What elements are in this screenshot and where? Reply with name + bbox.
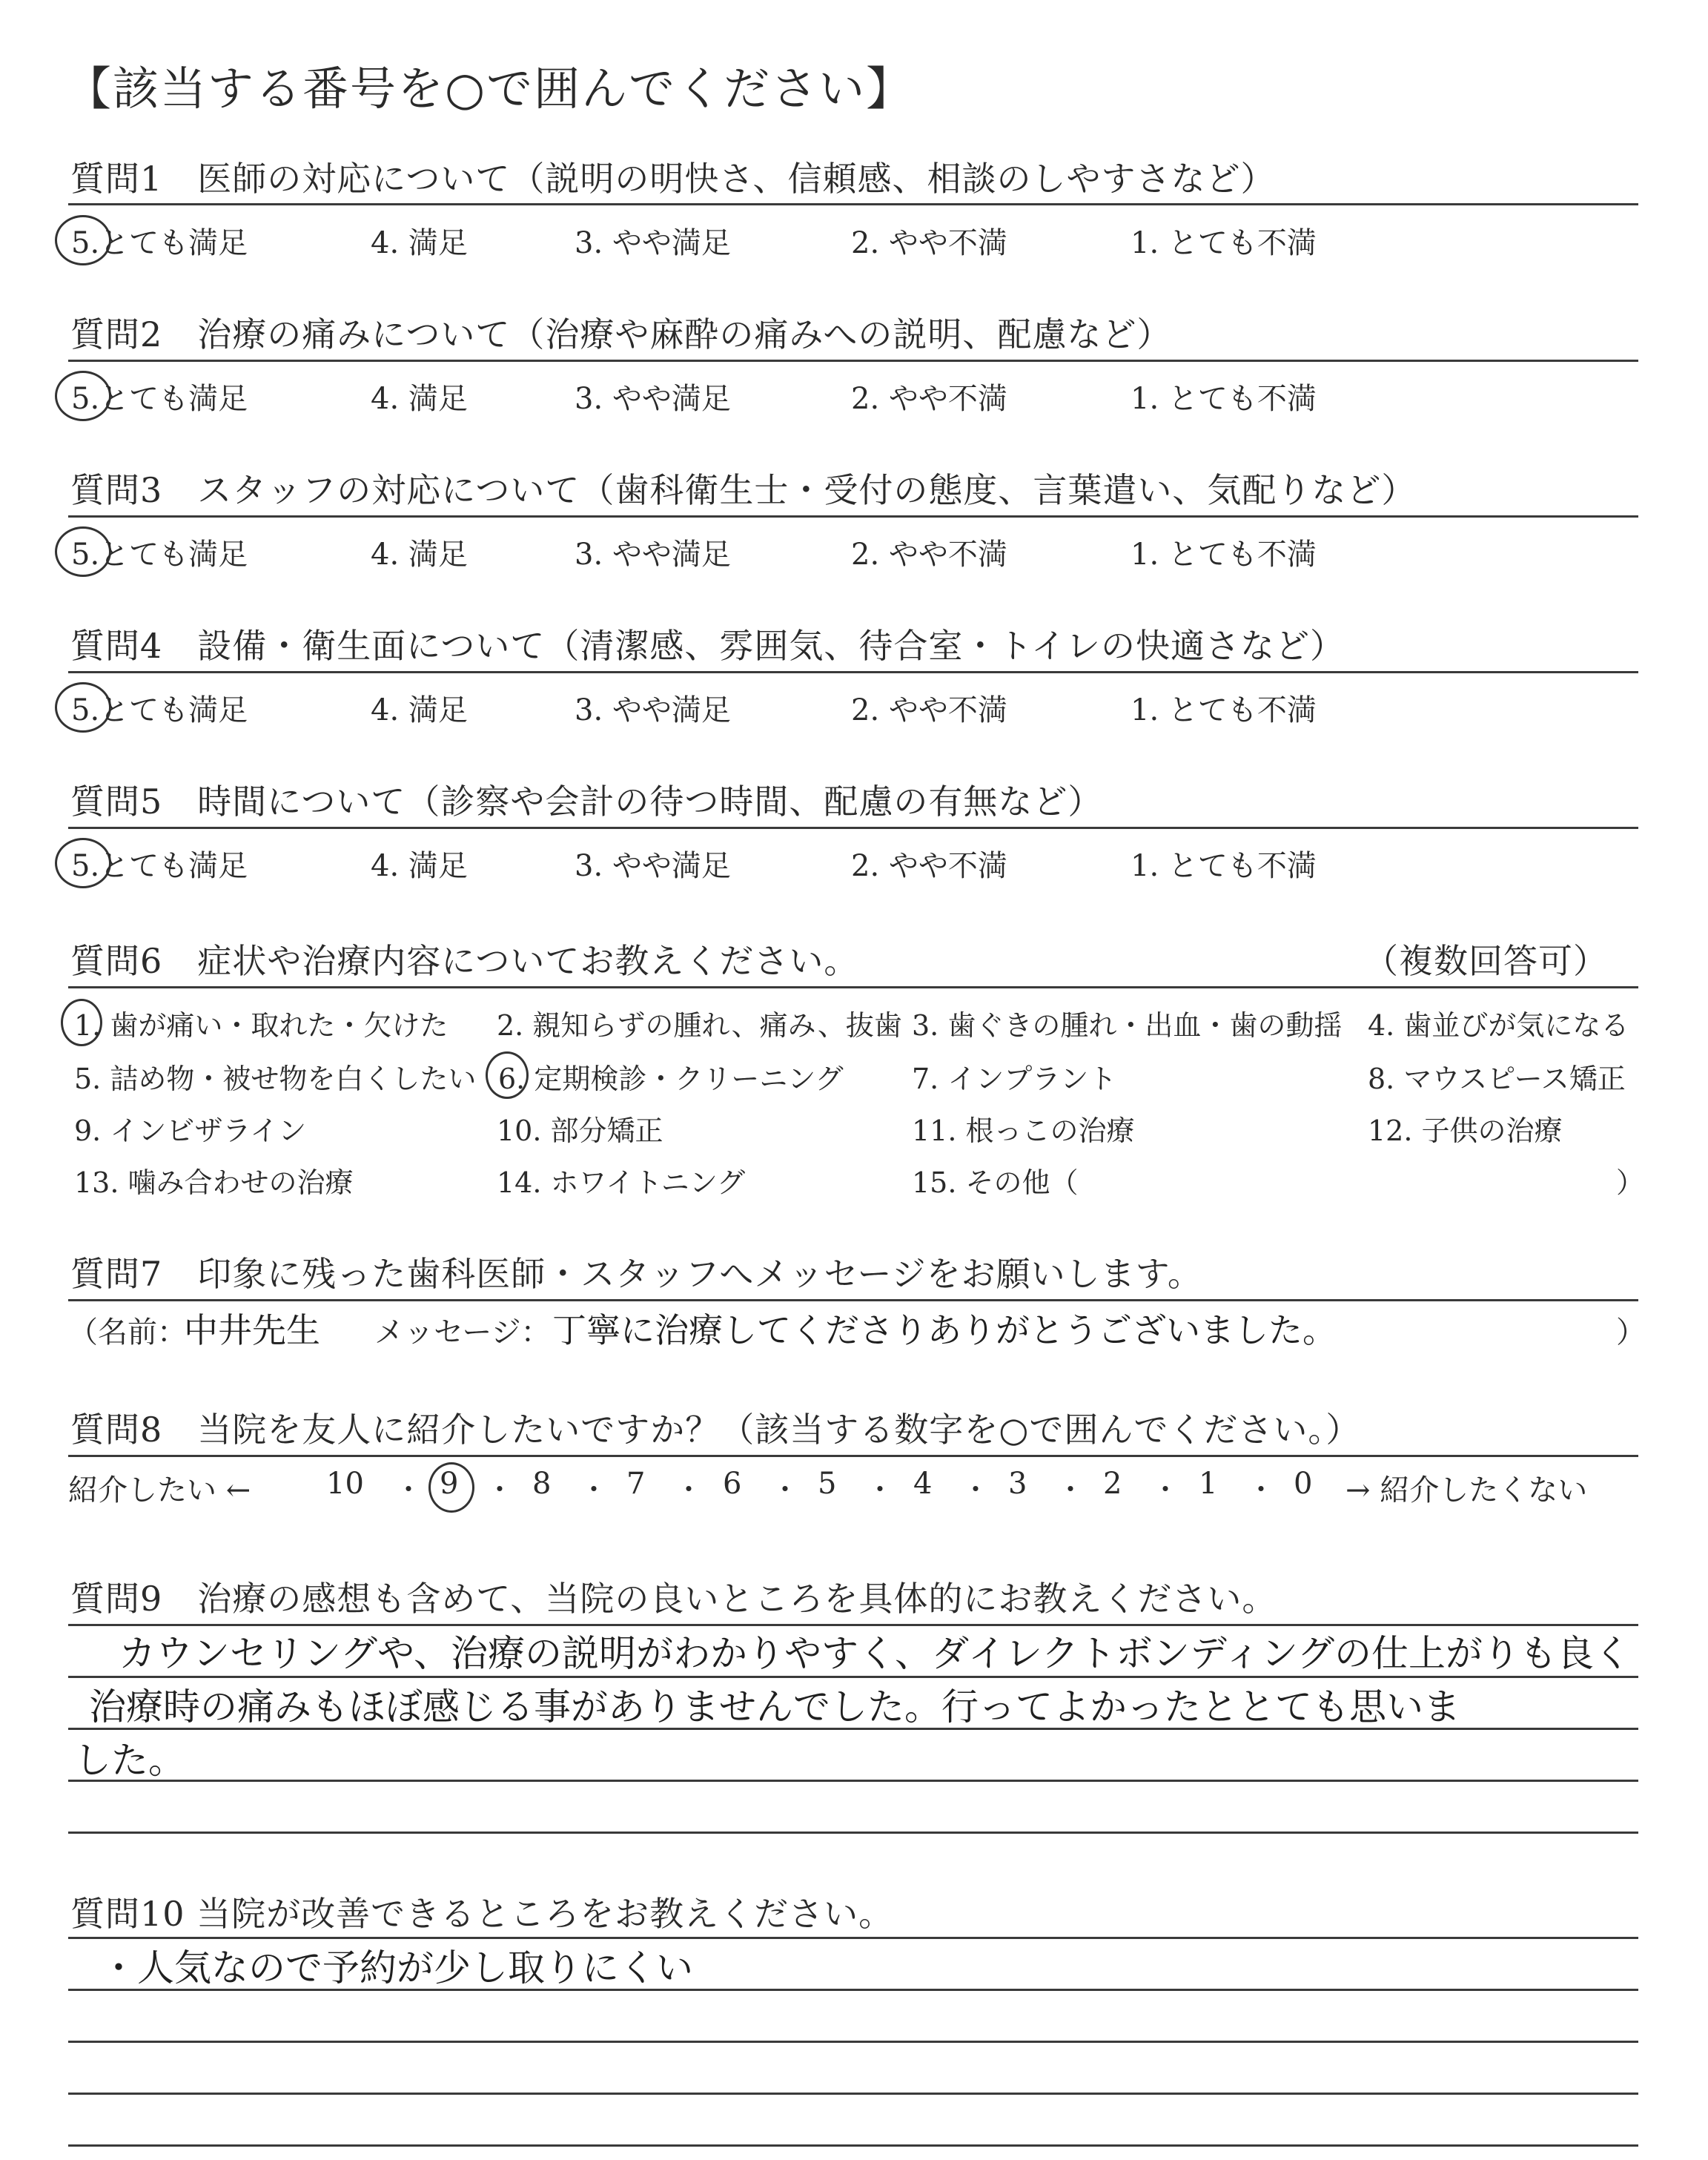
rating-option-3[interactable]: 3. やや満足 [575, 693, 731, 727]
divider [68, 515, 1638, 518]
score-8[interactable]: 8 [532, 1467, 552, 1501]
separator-dot: ・ [1247, 1473, 1276, 1506]
score-6[interactable]: 6 [723, 1467, 742, 1501]
divider [68, 671, 1638, 673]
message-value[interactable]: 丁寧に治療してくださりありがとうございました。 [552, 1310, 1337, 1350]
question-8-title: 質問8 当院を友人に紹介したいですか？（該当する数字を○で囲んでください。） [70, 1410, 1361, 1450]
rating-option-5[interactable]: 5.とても満足 [71, 226, 248, 260]
other-close-paren: ） [1616, 1166, 1645, 1199]
answer-line [68, 1832, 1638, 1834]
symptom-option[interactable]: 14. ホワイトニング [497, 1166, 746, 1199]
rating-option-5[interactable]: 5.とても満足 [71, 538, 248, 572]
divider [68, 827, 1638, 829]
rating-option-4[interactable]: 4. 満足 [371, 849, 468, 883]
rating-option-3[interactable]: 3. やや満足 [575, 849, 731, 883]
symptom-option[interactable]: 1. 歯が痛い・取れた・欠けた [74, 1009, 448, 1042]
separator-dot: ・ [1056, 1473, 1085, 1506]
rating-option-1[interactable]: 1. とても不満 [1131, 538, 1317, 572]
symptom-option[interactable]: 10. 部分矯正 [497, 1114, 663, 1147]
symptom-option[interactable]: 6. 定期検診・クリーニング [498, 1063, 844, 1095]
divider [68, 203, 1638, 205]
question-5-title: 質問5 時間について（診察や会計の待つ時間、配慮の有無など） [70, 782, 1103, 822]
rating-option-2[interactable]: 2. やや不満 [851, 226, 1007, 260]
divider [68, 1299, 1638, 1301]
symptom-option[interactable]: 9. インビザライン [74, 1114, 307, 1147]
answer-line [68, 2144, 1638, 2147]
page-title: 【該当する番号を○で囲んでください】 [65, 62, 914, 116]
answer-text-line[interactable]: カウンセリングや、治療の説明がわかりやすく、ダイレクトボンディングの仕上がりも良く [119, 1632, 1631, 1675]
rating-option-5[interactable]: 5.とても満足 [71, 849, 248, 883]
name-label: （名前： [68, 1315, 187, 1350]
symptom-option[interactable]: 15. その他（ [912, 1166, 1079, 1199]
name-value[interactable]: 中井先生 [184, 1310, 320, 1350]
answer-text-line[interactable]: ・人気なので予約が少し取りにくい [100, 1946, 693, 1989]
divider [68, 360, 1638, 362]
symptom-option[interactable]: 4. 歯並びが気になる [1368, 1009, 1629, 1042]
score-3[interactable]: 3 [1008, 1467, 1027, 1501]
symptom-option[interactable]: 13. 噛み合わせの治療 [74, 1166, 354, 1199]
symptom-option[interactable]: 12. 子供の治療 [1368, 1114, 1563, 1147]
answer-line [68, 1780, 1638, 1782]
separator-dot: ・ [961, 1473, 990, 1506]
score-4[interactable]: 4 [913, 1467, 933, 1501]
symptom-option[interactable]: 3. 歯ぐきの腫れ・出血・歯の動揺 [912, 1009, 1343, 1042]
question-10-title: 質問10 当院が改善できるところをお教えください。 [70, 1894, 894, 1934]
score-0[interactable]: 0 [1294, 1467, 1313, 1501]
rating-option-5[interactable]: 5.とても満足 [71, 693, 248, 727]
question-9-title: 質問9 治療の感想も含めて、当院の良いところを具体的にお教えください。 [70, 1579, 1277, 1619]
symptom-option[interactable]: 11. 根っこの治療 [912, 1114, 1135, 1147]
separator-dot: ・ [675, 1473, 704, 1506]
rating-option-2[interactable]: 2. やや不満 [851, 693, 1007, 727]
rating-option-4[interactable]: 4. 満足 [371, 538, 468, 572]
symptom-option[interactable]: 7. インプラント [912, 1063, 1117, 1095]
rating-option-1[interactable]: 1. とても不満 [1131, 226, 1317, 260]
rating-option-3[interactable]: 3. やや満足 [575, 382, 731, 416]
rating-option-4[interactable]: 4. 満足 [371, 226, 468, 260]
answer-line [68, 2093, 1638, 2095]
rating-option-1[interactable]: 1. とても不満 [1131, 849, 1317, 883]
rating-option-1[interactable]: 1. とても不満 [1131, 382, 1317, 416]
question-6-title: 質問6 症状や治療内容についてお教えください。 [70, 941, 859, 981]
score-2[interactable]: 2 [1103, 1467, 1122, 1501]
separator-dot: ・ [1151, 1473, 1180, 1506]
rating-option-2[interactable]: 2. やや不満 [851, 849, 1007, 883]
score-7[interactable]: 7 [626, 1467, 646, 1501]
rating-option-4[interactable]: 4. 満足 [371, 382, 468, 416]
answer-text-line[interactable]: した。 [74, 1739, 185, 1782]
answer-text-line[interactable]: 治療時の痛みもほぼ感じる事がありませんでした。行ってよかったととても思いま [89, 1685, 1460, 1728]
question-2-title: 質問2 治療の痛みについて（治療や麻酔の痛みへの説明、配慮など） [70, 314, 1172, 354]
score-5[interactable]: 5 [818, 1467, 837, 1501]
multiple-answer-note: （複数回答可） [1364, 941, 1608, 981]
score-1[interactable]: 1 [1199, 1467, 1218, 1501]
rating-option-2[interactable]: 2. やや不満 [851, 382, 1007, 416]
question-1-title: 質問1 医師の対応について（説明の明快さ、信頼感、相談のしやすさなど） [70, 159, 1276, 199]
score-10[interactable]: 10 [326, 1467, 364, 1501]
message-label: メッセージ： [374, 1315, 551, 1350]
symptom-option[interactable]: 2. 親知らずの腫れ、痛み、抜歯 [497, 1009, 902, 1042]
recommend-right-label: → 紹介したくない [1345, 1473, 1588, 1507]
score-9[interactable]: 9 [440, 1467, 459, 1501]
recommend-left-label: 紹介したい ← [68, 1473, 251, 1507]
question-4-title: 質問4 設備・衛生面について（清潔感、雰囲気、待合室・トイレの快適さなど） [70, 626, 1345, 666]
question-7-title: 質問7 印象に残った歯科医師・スタッフへメッセージをお願いします。 [70, 1254, 1202, 1294]
separator-dot: ・ [394, 1473, 423, 1506]
separator-dot: ・ [486, 1473, 514, 1506]
rating-option-2[interactable]: 2. やや不満 [851, 538, 1007, 572]
divider [68, 1455, 1638, 1457]
rating-option-3[interactable]: 3. やや満足 [575, 226, 731, 260]
question-3-title: 質問3 スタッフの対応について（歯科衛生士・受付の態度、言葉遣い、気配りなど） [70, 470, 1417, 510]
message-close-paren: ） [1616, 1315, 1646, 1350]
symptom-option[interactable]: 8. マウスピース矯正 [1368, 1063, 1626, 1095]
separator-dot: ・ [771, 1473, 800, 1506]
separator-dot: ・ [580, 1473, 609, 1506]
rating-option-5[interactable]: 5.とても満足 [71, 382, 248, 416]
rating-option-3[interactable]: 3. やや満足 [575, 538, 731, 572]
rating-option-4[interactable]: 4. 満足 [371, 693, 468, 727]
divider [68, 986, 1638, 988]
rating-option-1[interactable]: 1. とても不満 [1131, 693, 1317, 727]
symptom-option[interactable]: 5. 詰め物・被せ物を白くしたい [74, 1063, 477, 1095]
separator-dot: ・ [866, 1473, 895, 1506]
answer-line [68, 2041, 1638, 2043]
